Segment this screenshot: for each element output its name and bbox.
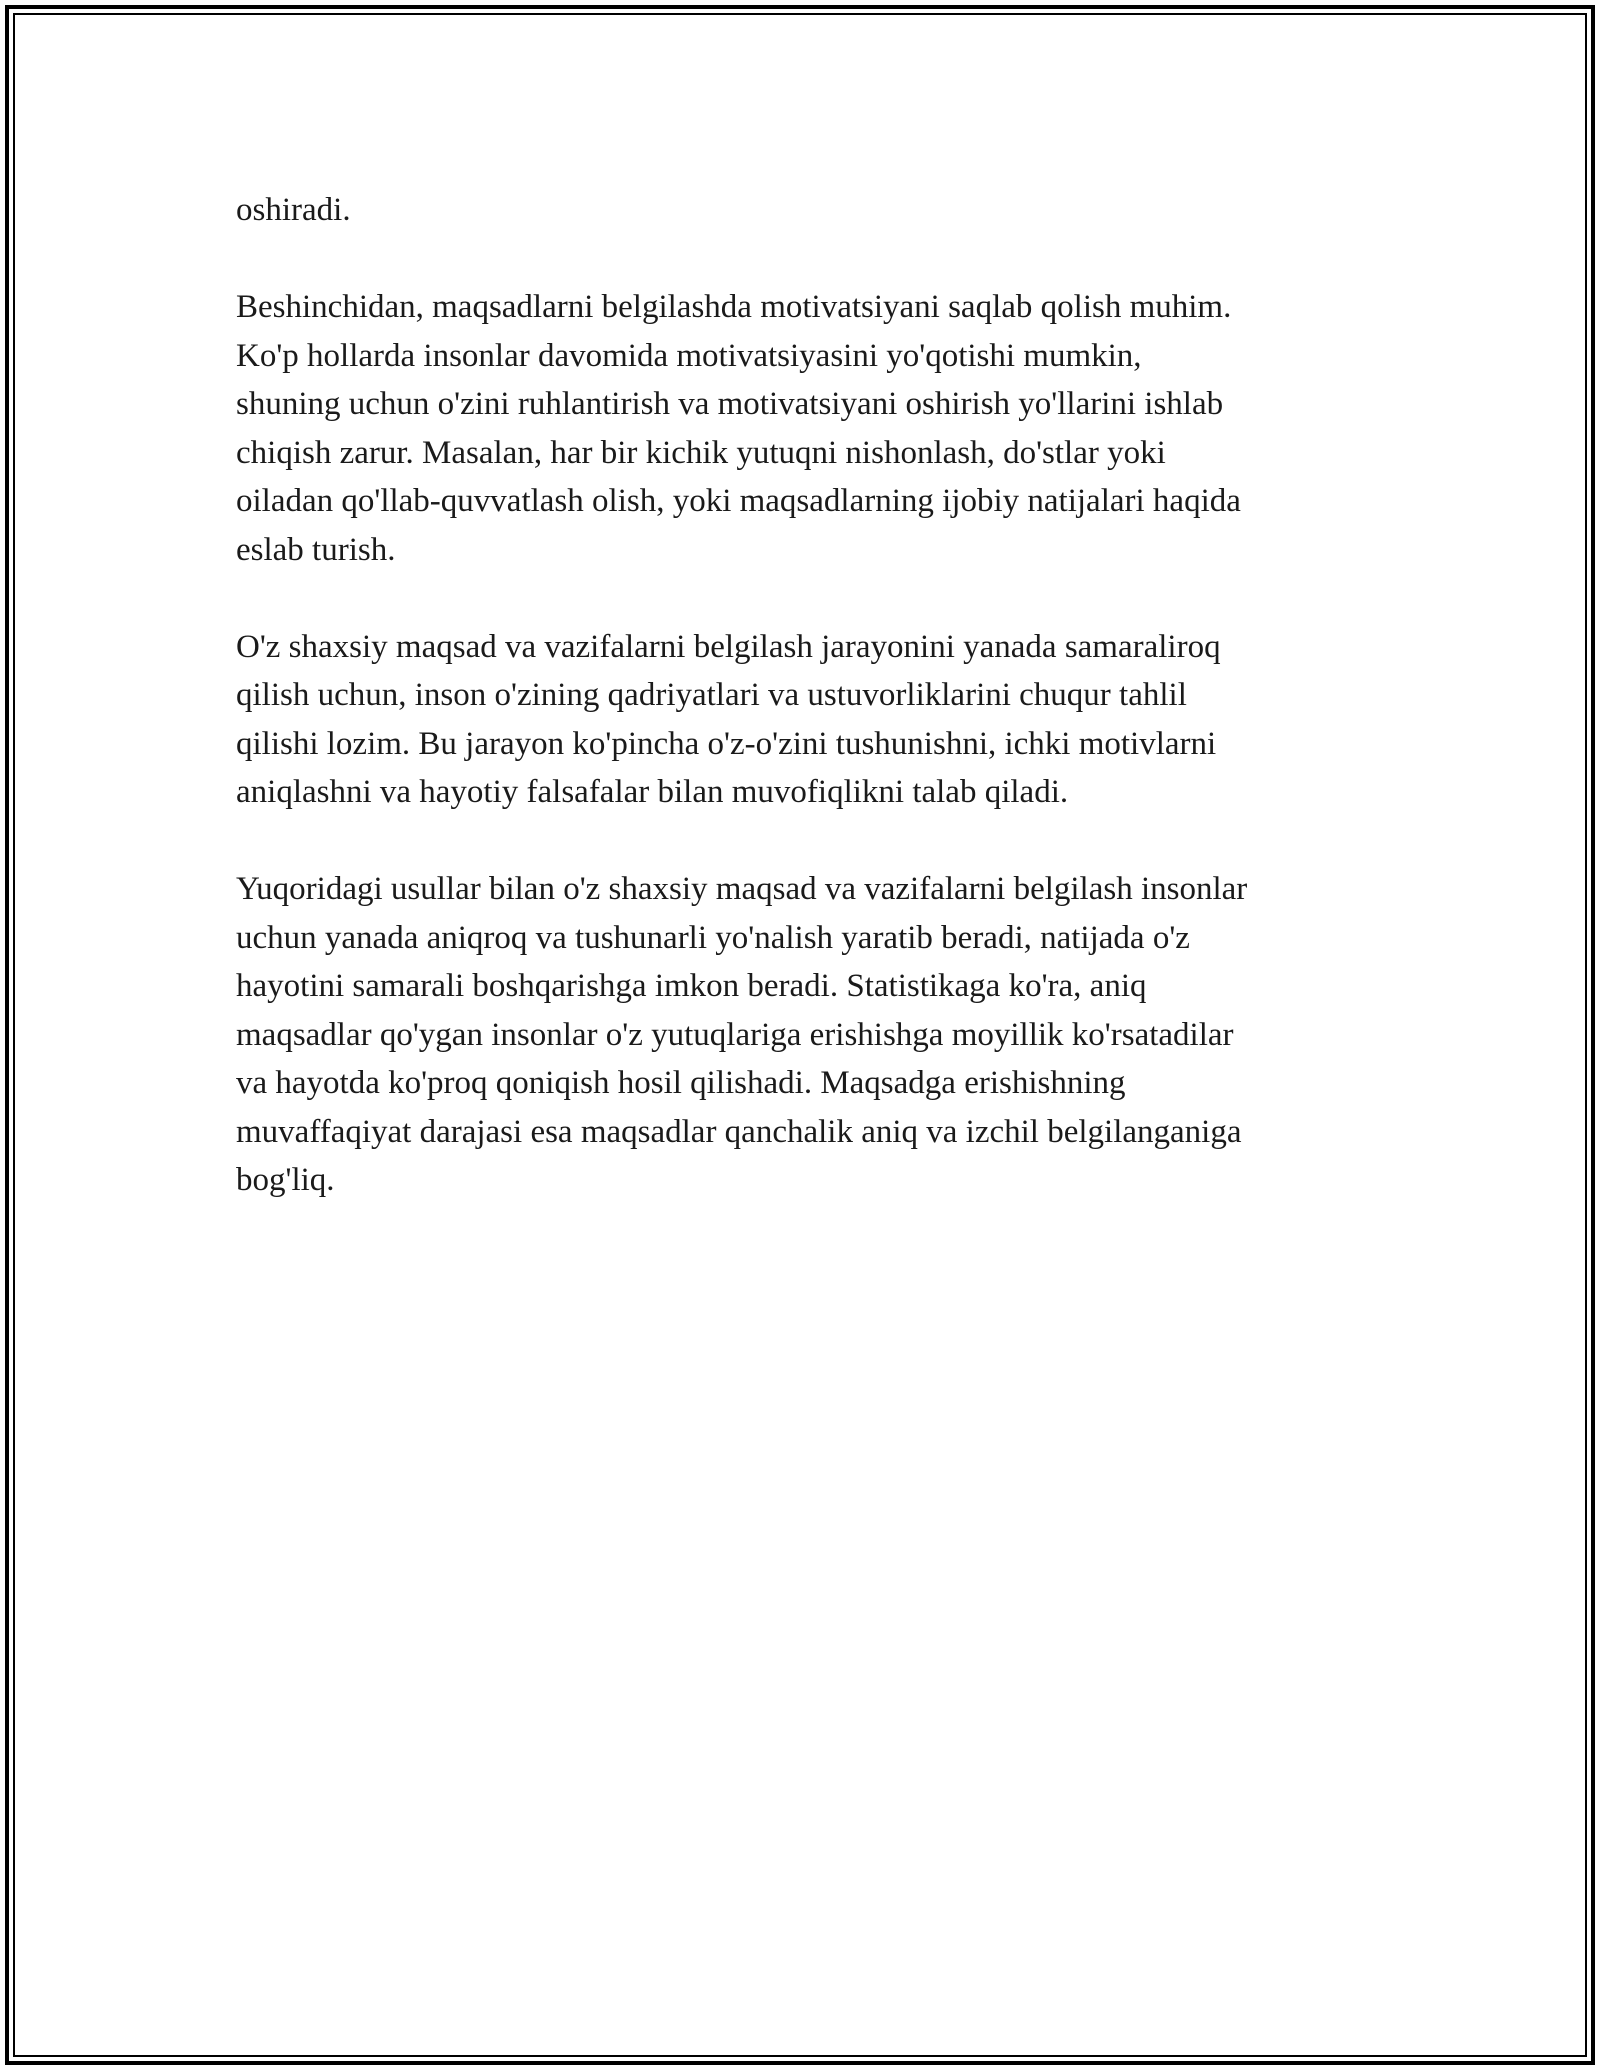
text-line: Yuqoridagi usullar bilan o'z shaxsiy maqsad va vazifalarni belgilash insonlar (236, 871, 1248, 907)
text-line: shuning uchun o'zini ruhlantirish va motivatsiyani oshirish yo'llarini ishlab (236, 386, 1224, 422)
text-line: bog'liq. (236, 1162, 335, 1198)
paragraph-2 (236, 283, 1386, 574)
paragraph-4 (236, 865, 1386, 1205)
text-line: aniqlashni va hayotiy falsafalar bilan muvofiqlikni talab qiladi. (236, 774, 1069, 810)
text-line: oiladan qo'llab-quvvatlash olish, yoki maqsadlarning ijobiy natijalari haqida (236, 483, 1241, 519)
text-line: oshiradi. (236, 192, 351, 228)
text-line: O'z shaxsiy maqsad va vazifalarni belgilash jarayonini yanada samaraliroq (236, 628, 1221, 665)
document-body (236, 186, 1386, 1253)
text-line: qilishi lozim. Bu jarayon ko'pincha o'z-o'zini tushunishni, ichki motivlarni (236, 725, 1217, 762)
text-line: muvaffaqiyat darajasi esa maqsadlar qanchalik aniq va izchil belgilanganiga (236, 1113, 1242, 1150)
paragraph-1 (236, 186, 1386, 235)
text-line: va hayotda ko'proq qoniqish hosil qilishadi. Maqsadga erishishning (236, 1065, 1126, 1101)
text-line: qilish uchun, inson o'zining qadriyatlari va ustuvorliklarini chuqur tahlil (236, 677, 1187, 713)
text-line: eslab turish. (236, 531, 396, 568)
text-line: maqsadlar qo'ygan insonlar o'z yutuqlariga erishishga moyillik ko'rsatadilar (236, 1016, 1234, 1053)
text-line: chiqish zarur. Masalan, har bir kichik yutuqni nishonlash, do'stlar yoki (236, 434, 1166, 471)
text-line: Beshinchidan, maqsadlarni belgilashda motivatsiyani saqlab qolish muhim. (236, 289, 1232, 325)
paragraph-3 (236, 623, 1386, 817)
text-line: Ko'p hollarda insonlar davomida motivatsiyasini yo'qotishi mumkin, (236, 337, 1142, 374)
text-line: hayotini samarali boshqarishga imkon beradi. Statistikaga ko'ra, aniq (236, 968, 1147, 1004)
text-line: uchun yanada aniqroq va tushunarli yo'nalish yaratib beradi, natijada o'z (236, 919, 1190, 956)
